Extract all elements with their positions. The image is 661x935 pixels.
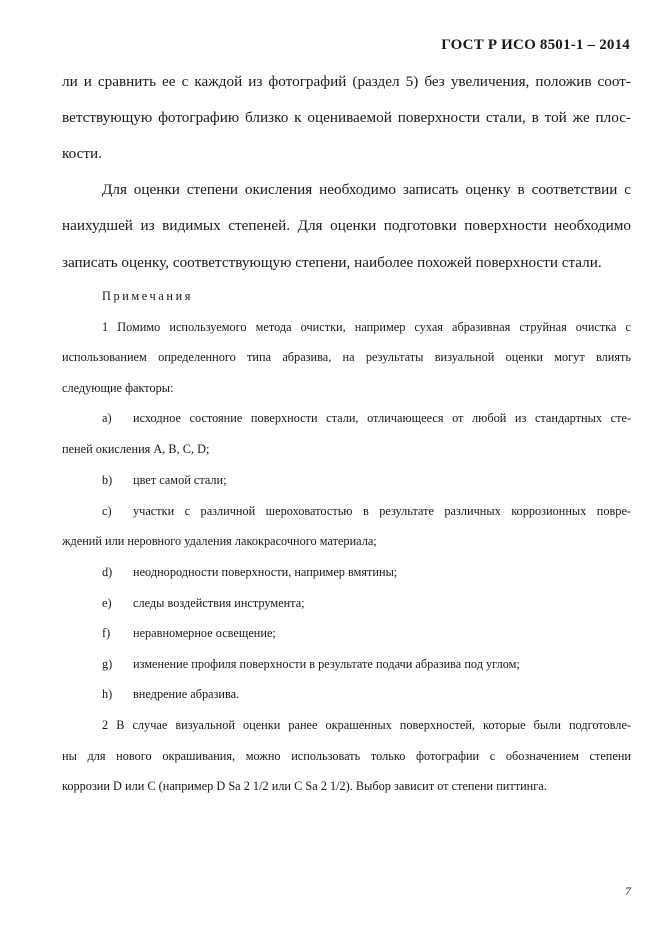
page-header: ГОСТ Р ИСО 8501-1 – 2014 [441,37,630,53]
list-item-letter: a) [102,411,112,425]
list-item-text: исходное состояние поверхности стали, отличающееся от любой из стандартных сте- [133,411,631,425]
list-item-text: изменение профиля поверхности в результате подачи абразива под углом; [133,657,520,671]
list-item-text: ждений или неровного удаления лакокрасочного материала; [62,534,377,548]
list-item-letter: c) [102,504,112,518]
paragraph-line: наихудшей из видимых степеней. Для оценки подготовки поверхности необходимо [62,217,631,234]
list-item-letter: g) [102,657,113,671]
paragraph-line: Для оценки степени окисления необходимо записать оценку в соответствии с [102,181,631,198]
list-item-letter: f) [102,626,111,640]
note-line: коррозии D или C (например D Sa 2 1/2 или C Sa 2 1/2). Выбор зависит от степени питтинга. [62,779,547,793]
list-item-text: участки с различной шероховатостью в результате различных коррозионных повре- [133,504,631,518]
paragraph-line: ветствующую фотографию близко к оцениваемой поверхности стали, в той же плос- [62,109,631,126]
note-line: 1 Помимо используемого метода очистки, например сухая абразивная струйная очистка с [102,320,631,334]
list-item-letter: h) [102,687,113,701]
paragraph-line: записать оценку, соответствующую степени, наиболее похожей поверхности стали. [62,254,602,271]
list-item-text: внедрение абразива. [133,687,240,701]
paragraph-line: ли и сравнить ее с каждой из фотографий (раздел 5) без увеличения, положив соот- [62,73,631,90]
list-item-text: пеней окисления A, B, C, D; [62,442,210,456]
list-item-letter: e) [102,596,112,610]
list-item-text: неоднородности поверхности, например вмятины; [133,565,398,579]
note-line: следующие факторы: [62,381,174,395]
note-line: ны для нового окрашивания, можно использовать только фотографии с обозначением степени [62,749,631,763]
list-item-letter: d) [102,565,113,579]
list-item-letter: b) [102,473,113,487]
list-item-text: следы воздействия инструмента; [133,596,305,610]
note-line: 2 В случае визуальной оценки ранее окрашенных поверхностей, которые были подготовле- [102,718,631,732]
note-line: использованием определенного типа абразива, на результаты визуальной оценки могут влиять [62,350,631,364]
paragraph-line: кости. [62,145,102,162]
list-item-text: цвет самой стали; [133,473,227,487]
list-item-text: неравномерное освещение; [133,626,276,640]
notes-heading: Примечания [102,289,194,303]
page-number: 7 [625,884,631,898]
